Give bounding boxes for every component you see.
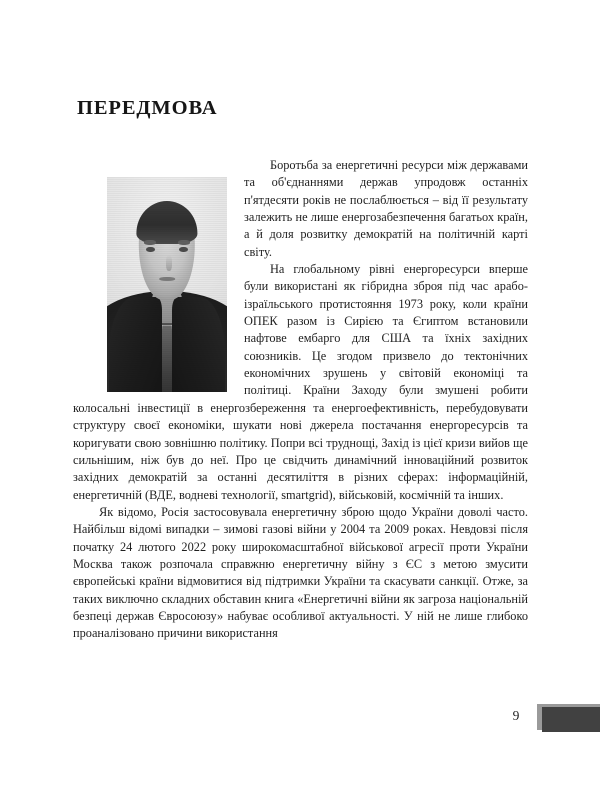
body-paragraph-3: Як відомо, Росія застосовувала енергетичну зброю щодо України доволі часто. Найбільш відомі випадки – зимові газові війни у 2004 та 2009 роках. Невдовзі після початку 24 лютого 2022 року широкомасштабної військової агресії проти України Москва також розпочала справжню енергетичну війну з ЄС з метою змусити європейські країни відмовитися від підтримки України та скасувати санкції. Отже, за таких виключно складних обставин книга «Енергетичні війни як загроза національній безпеці держав Євросоюзу» набуває особливої актуальності. У ній не лише глибоко проаналізовано причини використання (73, 504, 528, 641)
body-paragraph-2: На глобальному рівні енергоресурси вперше були використані як гібридна зброя під час арабо-ізраїльського протистояння 1973 року, коли країни ОПЕК разом із Сирією та Єгиптом встановили нафтове ембарго для США та їхніх західних союзників. Це згодом призвело до тектонічних економічних зрушень у світовій економіці та політиці. Країни Заходу були змушені робити колосальні інвестиції в енергозбереження та енергоефективність, перебудовувати структуру своєї економіки, шукати нові джерела постачання енергоресурсів та коригувати свою зовнішню політику. Попри всі труднощі, Захід із цієї кризи вийов ще сильнішим, ніж був до неї. Про це свідчить динамічний інноваційний розвиток західних демократій за останні десятиліття в різних сферах: інформаційній, енергетичній (ВДЕ, водневі технології, smartgrid), військовій, космічній та інших. (73, 262, 528, 502)
photo-suit-left-lapel (109, 297, 162, 392)
body-paragraph-1: Боротьба за енергетичні ресурси між державами та об'єднаннями держав упродовж останніх п'ятдесяти років не послаблюється – від її результату залежить не лише енергозабезпечення багатьох країн, а й доля розвитку демократій на політичній карті світу. (244, 158, 528, 259)
photo-suit-right-lapel (172, 297, 225, 392)
author-portrait-photo (107, 177, 227, 392)
page-title: ПЕРЕДМОВА (77, 96, 218, 119)
body-text-column (73, 157, 528, 643)
photo-nose (166, 255, 172, 270)
photo-mouth (159, 277, 175, 281)
page-number: 9 (512, 708, 520, 723)
photo-eyebrow-right (178, 240, 190, 245)
edge-tab-face (542, 707, 600, 732)
edge-thumb-tab-marker (537, 704, 600, 733)
